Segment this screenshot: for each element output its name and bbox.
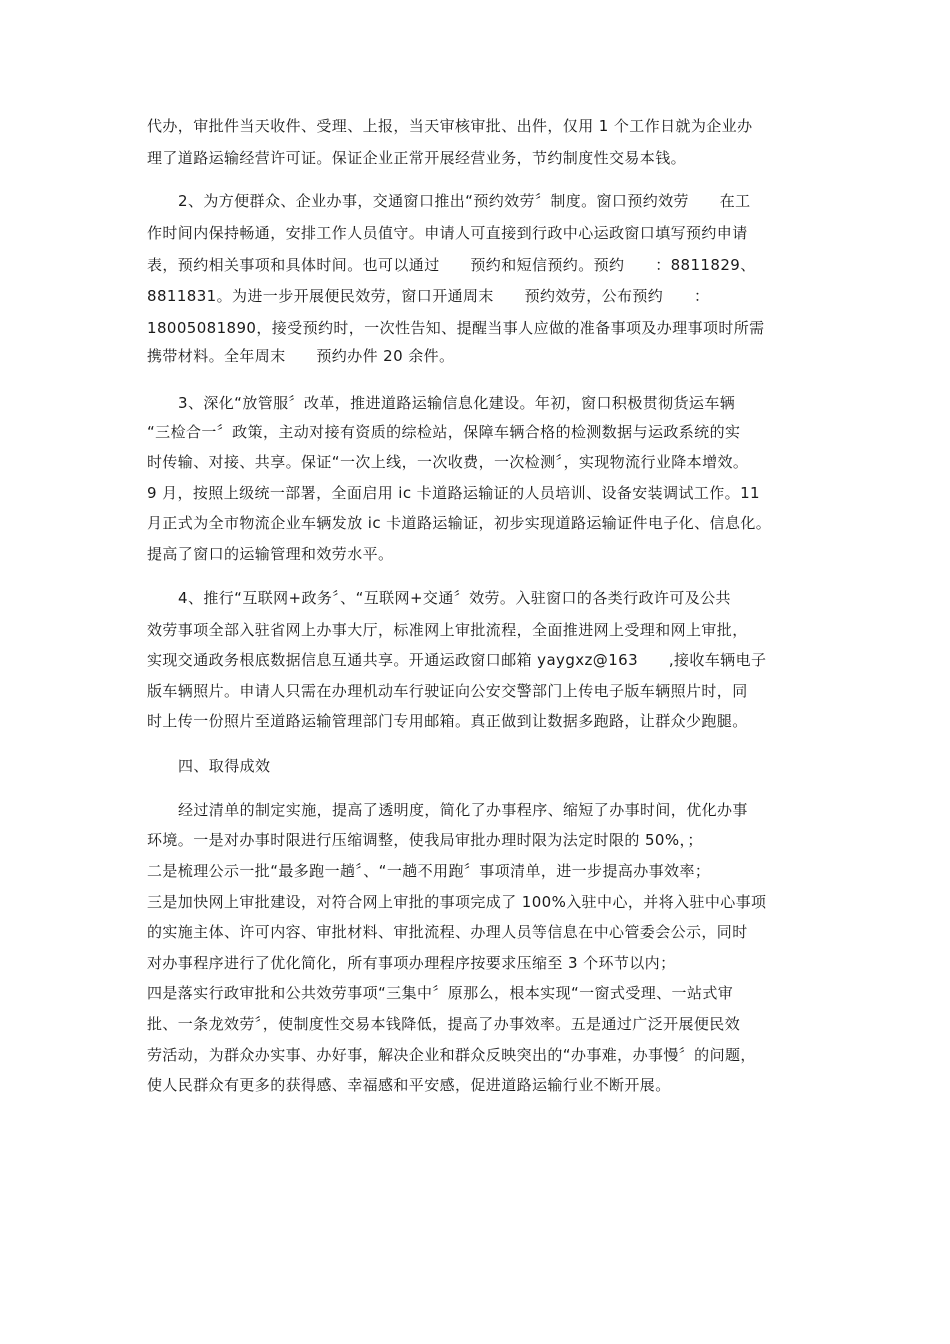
paragraph-line: 9 月，按照上级统一部署，全面启用 ic 卡道路运输证的人员培训、设备安装调试工作。11 bbox=[147, 484, 760, 502]
paragraph-line: 对办事程序进行了优化简化，所有事项办理程序按要求压缩至 3 个环节以内； bbox=[147, 954, 676, 972]
paragraph-line: 代办，审批件当天收件、受理、上报，当天审核审批、出件，仅用 1 个工作日就为企业办 bbox=[147, 117, 753, 135]
paragraph-line: 月正式为全市物流企业车辆发放 ic 卡道路运输证，初步实现道路运输证件电子化、信息化。 bbox=[147, 514, 772, 532]
paragraph-line: 18005081890，接受预约时，一次性告知、提醒当事人应做的准备事项及办理事项时所需 bbox=[147, 319, 765, 337]
paragraph-line: 劳活动，为群众办实事、办好事，解决企业和群众反映突出的“办事难，办事慢〞的问题， bbox=[147, 1046, 756, 1064]
paragraph-line: 使人民群众有更多的获得感、幸福感和平安感，促进道路运输行业不断开展。 bbox=[147, 1076, 671, 1094]
paragraph-line: 3、深化“放管服〞改革，推进道路运输信息化建设。年初，窗口积极贯彻货运车辆 bbox=[178, 394, 736, 412]
paragraph-line: 时传输、对接、共享。保证“一次上线，一次收费，一次检测〞，实现物流行业降本增效。 bbox=[147, 453, 749, 471]
paragraph-line: 2、为方便群众、企业办事，交通窗口推出“预约效劳〞制度。窗口预约效劳 在工 bbox=[178, 192, 751, 210]
paragraph-line: 携带材料。全年周末 预约办件 20 余件。 bbox=[147, 347, 455, 365]
paragraph-line: 理了道路运输经营许可证。保证企业正常开展经营业务，节约制度性交易本钱。 bbox=[147, 149, 687, 167]
paragraph-line: 批、一条龙效劳〞，使制度性交易本钱降低，提高了办事效率。五是通过广泛开展便民效 bbox=[147, 1015, 741, 1033]
paragraph-line: 提高了窗口的运输管理和效劳水平。 bbox=[147, 545, 394, 563]
paragraph-line: 4、推行“互联网+政务〞、“互联网+交通〞效劳。入驻窗口的各类行政许可及公共 bbox=[178, 589, 731, 607]
paragraph-line: 环境。一是对办事时限进行压缩调整，使我局审批办理时限为法定时限的 50%，； bbox=[147, 831, 703, 849]
paragraph-line: 作时间内保持畅通，安排工作人员值守。申请人可直接到行政中心运政窗口填写预约申请 bbox=[147, 224, 748, 242]
paragraph-line: 表，预约相关事项和具体时间。也可以通过 预约和短信预约。预约 ：8811829、 bbox=[147, 256, 756, 274]
paragraph-line: 版车辆照片。申请人只需在办理机动车行驶证向公安交警部门上传电子版车辆照片时，同 bbox=[147, 682, 748, 700]
paragraph-line: 四是落实行政审批和公共效劳事项“三集中〞原那么，根本实现“一窗式受理、一站式审 bbox=[147, 984, 734, 1002]
paragraph-line: 时上传一份照片至道路运输管理部门专用邮箱。真正做到让数据多跑路，让群众少跑腿。 bbox=[147, 712, 748, 730]
paragraph-line: 实现交通政务根底数据信息互通共享。开通运政窗口邮箱 yaygxz@163 ,接收车辆电子 bbox=[147, 651, 767, 669]
section-heading: 四、取得成效 bbox=[178, 757, 271, 775]
paragraph-line: 二是梳理公示一批“最多跑一趟〞、“一趟不用跑〞事项清单，进一步提高办事效率； bbox=[147, 862, 711, 880]
paragraph-line: 8811831。为进一步开展便民效劳，窗口开通周末 预约效劳，公布预约 ： bbox=[147, 287, 710, 305]
paragraph-line: “三检合一〞政策，主动对接有资质的综检站，保障车辆合格的检测数据与运政系统的实 bbox=[147, 423, 741, 441]
paragraph-line: 三是加快网上审批建设，对符合网上审批的事项完成了 100%入驻中心，并将入驻中心事项 bbox=[147, 893, 767, 911]
paragraph-line: 的实施主体、许可内容、审批材料、审批流程、办理人员等信息在中心管委会公示，同时 bbox=[147, 923, 748, 941]
paragraph-line: 效劳事项全部入驻省网上办事大厅，标准网上审批流程，全面推进网上受理和网上审批， bbox=[147, 621, 748, 639]
paragraph-line: 经过清单的制定实施，提高了透明度，简化了办事程序、缩短了办事时间，优化办事 bbox=[178, 801, 748, 819]
